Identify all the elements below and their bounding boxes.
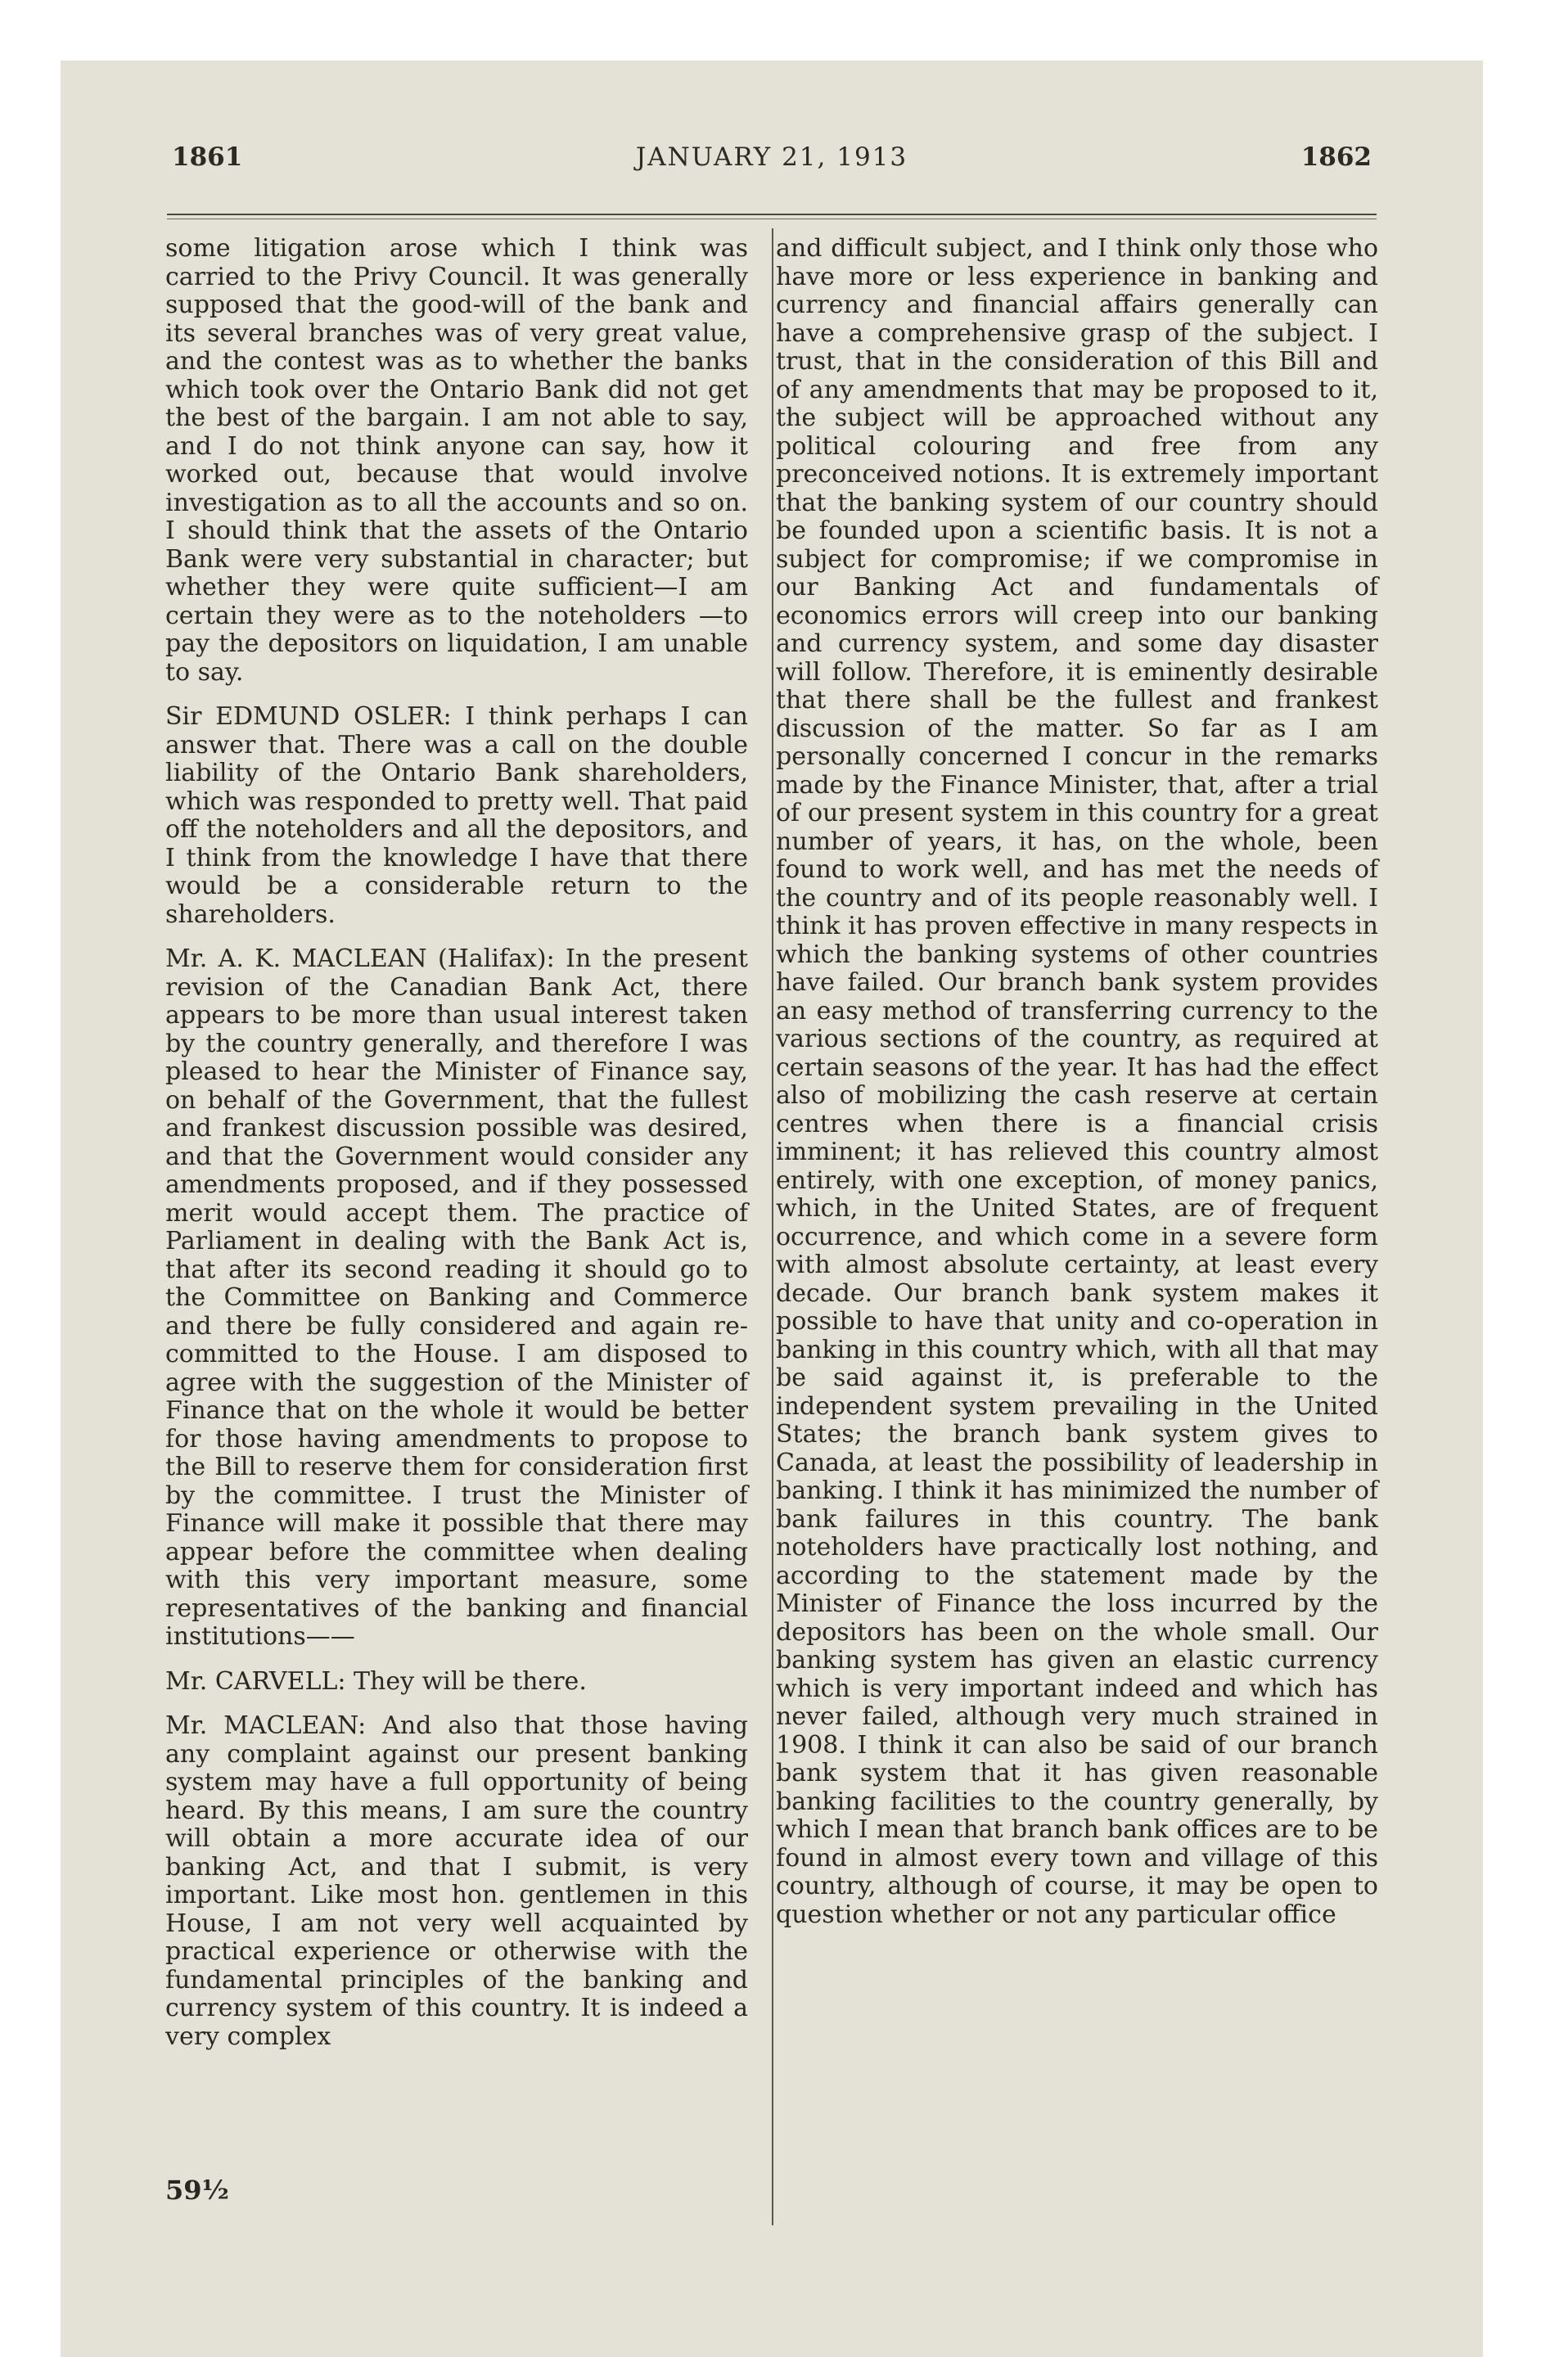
left-paragraph-1: some litigation arose which I think was carried to the Privy Council. It was generally supposed that the good-will of the bank and its several branches was of very great value, and the contest was as to whether the banks which took over the Ontario Bank did not get the best of the bargain. I am not able to say, and I do not think anyone can say, how it worked out, because that would involve investigation as to all the accounts and so on. I should think that the assets of the Ontario Bank were very substantial in character; but whether they were quite sufficient—I am certain they were as to the noteholders —to pay the depositors on liquidation, I am unable to say. <box>165 234 748 687</box>
left-paragraph-3: Mr. A. K. MACLEAN (Halifax): In the present revision of the Canadian Bank Act, there appears to be more than usual interest taken by the country generally, and therefore I was pleased to hear the Minister of Finance say, on behalf of the Government, that the fullest and frankest discussion possible was desired, and that the Government would consider any amendments proposed, and if they possessed merit would accept them. The practice of Parliament in dealing with the Bank Act is, that after its second reading it should go to the Committee on Banking and Commerce and there be fully considered and again re-committed to the House. I am disposed to agree with the suggestion of the Minister of Finance that on the whole it would be better for those having amendments to propose to the Bill to reserve them for consideration first by the committee. I trust the Minister of Finance will make it possible that there may appear before the committee when dealing with this very important measure, some representatives of the banking and financial institutions—— <box>165 944 748 1651</box>
page-number-left: 1861 <box>172 142 243 172</box>
page-number-right: 1862 <box>1300 142 1372 172</box>
signature-mark: 59½ <box>165 2175 229 2206</box>
left-paragraph-5: Mr. MACLEAN: And also that those having any complaint against our present banking system may have a full opportunity of being heard. By this means, I am sure the country will obtain a more accurate idea of our banking Act, and that I submit, is very important. Like most hon. gentlemen in this House, I am not very well acquainted by practical experience or otherwise with the fundamental principles of the banking and currency system of this country. It is indeed a very complex <box>165 1711 748 2051</box>
left-paragraph-4: Mr. CARVELL: They will be there. <box>165 1666 587 1696</box>
right-paragraph-1: and difficult subject, and I think only those who have more or less experience in banking and currency and financial affairs generally can have a comprehensive grasp of the subject. I trust, that in the consideration of this Bill and of any amendments that may be proposed to it, the subject will be approached without any political colouring and free from any preconceived notions. It is extremely important that the banking system of our country should be founded upon a scientific basis. It is not a subject for compromise; if we compromise in our Banking Act and fundamentals of economics errors will creep into our banking and currency system, and some day disaster will follow. Therefore, it is eminently desirable that there shall be the fullest and frankest discussion of the matter. So far as I am personally concerned I concur in the remarks made by the Finance Minister, that, after a trial of our present system in this country for a great number of years, it has, on the whole, been found to work well, and has met the needs of the country and of its people reasonably well. I think it has proven effective in many respects in which the banking systems of other countries have failed. Our branch bank system provides an easy method of transferring currency to the various sections of the country, as required at certain seasons of the year. It has had the effect also of mobilizing the cash reserve at certain centres when there is a financial crisis imminent; it has relieved this country almost entirely, with one exception, of money panics, which, in the United States, are of frequent occurrence, and which come in a severe form with almost absolute certainty, at least every decade. Our branch bank system makes it possible to have that unity and co-operation in banking in this country which, with all that may be said against it, is preferable to the independent system prevailing in the United States; the branch bank system gives to Canada, at least the possibility of leadership in banking. I think it has minimized the number of bank failures in this country. The bank noteholders have practically lost nothing, and according to the statement made by the Minister of Finance the loss incurred by the depositors has been on the whole small. Our banking system has given an elastic currency which is very important indeed and which has never failed, although very much strained in 1908. I think it can also be said of our branch bank system that it has given reasonable banking facilities to the country generally, by which I mean that branch bank offices are to be found in almost every town and village of this country, although of course, it may be open to question whether or not any particular office <box>776 234 1378 1929</box>
right-column <box>776 235 1378 1929</box>
page-sheet <box>61 61 1483 2357</box>
left-paragraph-2: Sir EDMUND OSLER: I think perhaps I can answer that. There was a call on the double liability of the Ontario Bank shareholders, which was responded to pretty well. That paid off the noteholders and all the depositors, and I think from the knowledge I have that there would be a considerable return to the shareholders. <box>165 702 748 929</box>
page-header <box>61 142 1483 192</box>
left-column <box>165 235 748 2051</box>
header-date: JANUARY 21, 1913 <box>635 142 908 172</box>
header-rule <box>167 214 1377 215</box>
column-divider <box>772 228 773 2225</box>
